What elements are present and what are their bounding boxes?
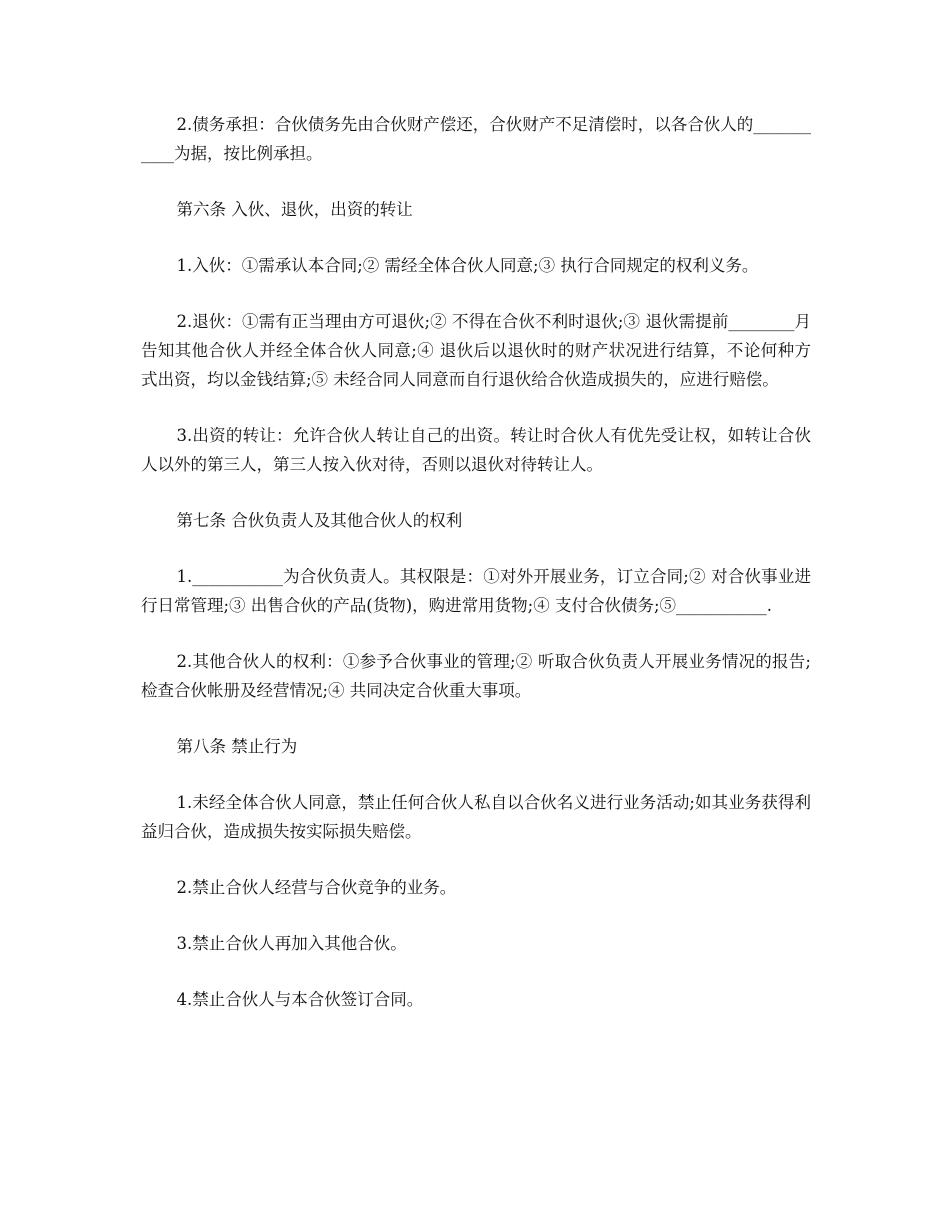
clause-other-partner-rights: 2.其他合伙人的权利：①参予合伙事业的管理;② 听取合伙负责人开展业务情况的报告;检查合伙帐册及经营情况;④ 共同决定合伙重大事项。 [141,652,811,700]
clause-prohibition-1: 1.未经全体合伙人同意，禁止任何合伙人私自以合伙名义进行业务活动;如其业务获得利益归合伙，造成损失按实际损失赔偿。 [141,793,811,841]
article-8-heading: 第八条 禁止行为 [176,737,298,756]
clause-withdrawal: 2.退伙：①需有正当理由方可退伙;② 不得在合伙不利时退伙;③ 退伙需提前________月告知其他合伙人并经全体合伙人同意;④ 退伙后以退伙时的财产状况进行结算，不论何种方式出资，均以金钱结算;⑤ 未经合同人同意而自行退伙给合伙造成损失的，应进行赔偿。 [141,312,811,389]
clause-capital-transfer: 3.出资的转让：允许合伙人转让自己的出资。转让时合伙人有优先受让权，如转让合伙人以外的第三人，第三人按入伙对待，否则以退伙对待转让人。 [141,426,811,474]
clause-debt-liability: 2.债务承担：合伙债务先由合伙财产偿还，合伙财产不足清偿时，以各合伙人的___________为据，按比例承担。 [141,115,811,163]
contract-body [141,110,811,1041]
clause-prohibition-3: 3.禁止合伙人再加入其他合伙。 [176,934,407,953]
article-6-heading: 第六条 入伙、退伙，出资的转让 [176,200,413,219]
article-7-heading: 第七条 合伙负责人及其他合伙人的权利 [176,511,463,530]
clause-prohibition-4: 4.禁止合伙人与本合伙签订合同。 [176,990,424,1009]
clause-prohibition-2: 2.禁止合伙人经营与合伙竞争的业务。 [176,878,457,897]
clause-joining: 1.入伙：①需承认本合同;② 需经全体合伙人同意;③ 执行合同规定的权利义务。 [176,256,759,275]
clause-responsible-partner: 1.___________为合伙负责人。其权限是：①对外开展业务，订立合同;② 对合伙事业进行日常管理;③ 出售合伙的产品(货物)，购进常用货物;④ 支付合伙债务;⑤___________. [141,567,811,615]
